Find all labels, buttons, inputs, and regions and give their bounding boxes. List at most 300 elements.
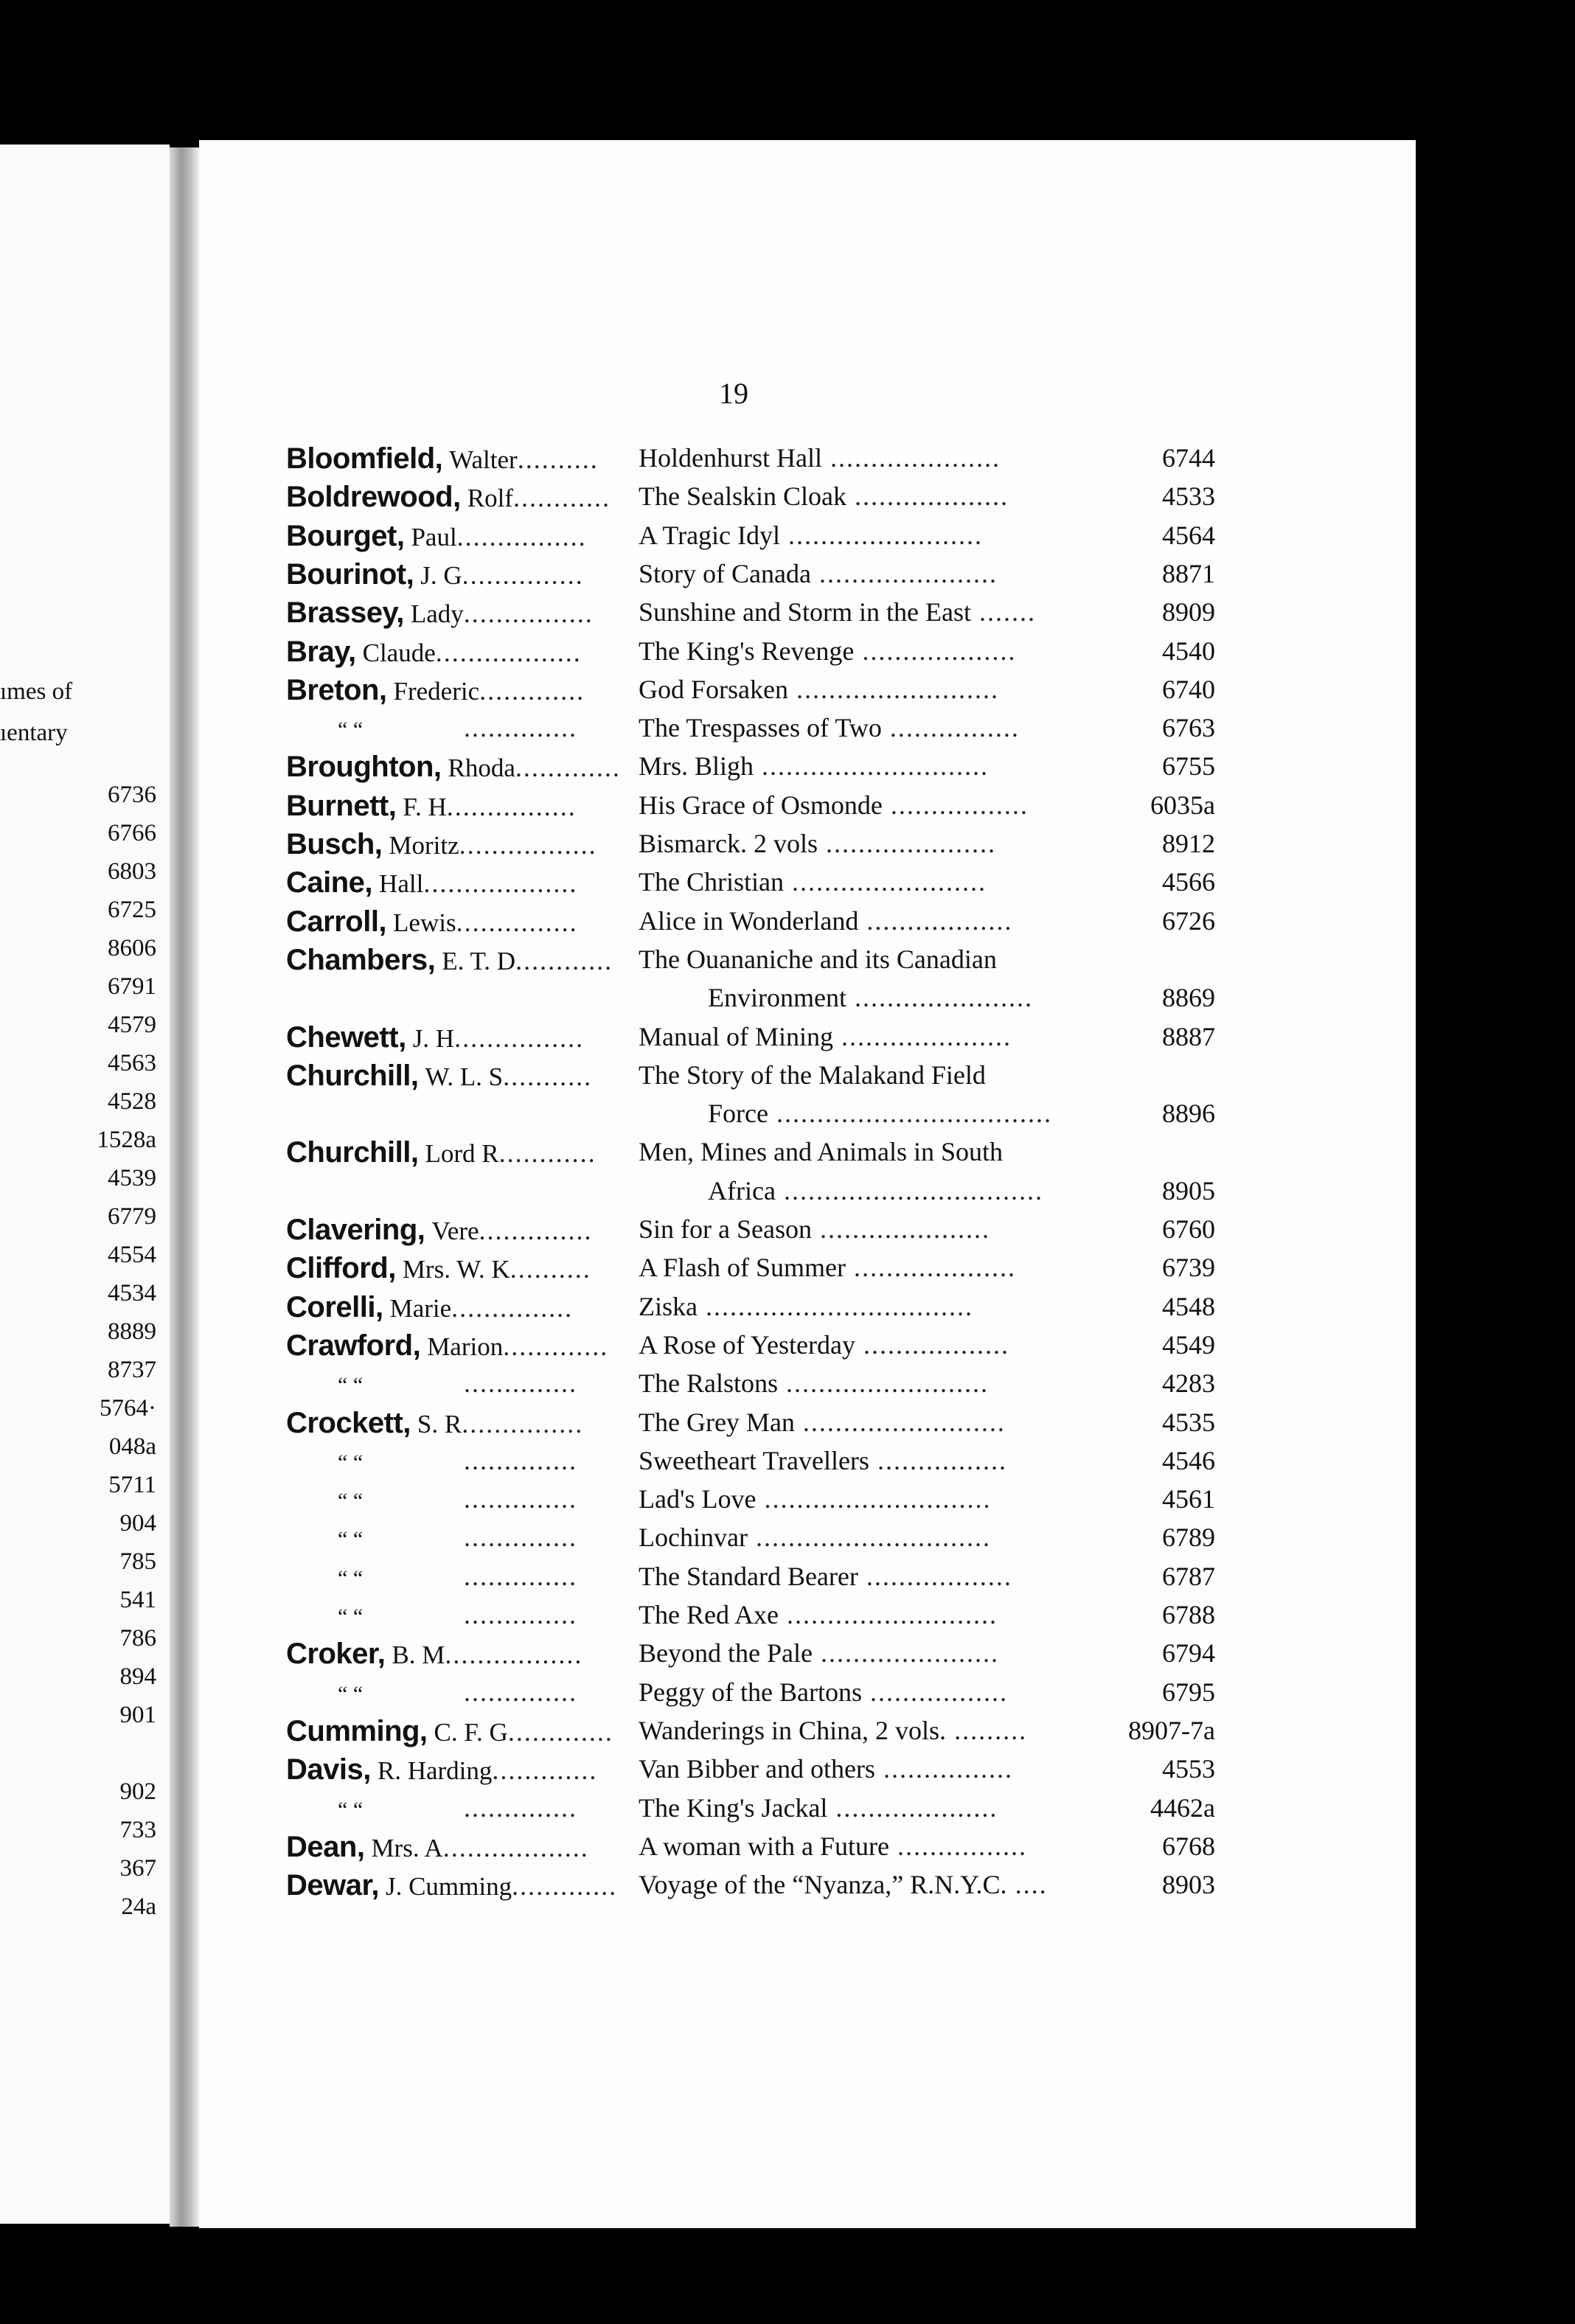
catalogue-entry — [199, 520, 1231, 558]
leader-dots: ............. — [479, 676, 585, 706]
author-given-name: F. H — [403, 793, 447, 821]
leader-dots: ................ — [869, 1446, 1007, 1475]
author-surname: Carroll, — [286, 905, 387, 938]
left-page-number: 8737 — [108, 1357, 156, 1383]
book-title-text: Voyage of the “Nyanza,” R.N.Y.C. — [639, 1870, 1007, 1899]
book-title — [639, 1599, 1088, 1630]
catalogue-entry — [199, 1214, 1231, 1252]
author-name — [286, 1291, 639, 1324]
author-name — [286, 636, 639, 669]
catalogue-entry — [199, 905, 1231, 944]
leader-dots: ................................ — [775, 1176, 1043, 1206]
left-page-number: 5711 — [108, 1472, 156, 1498]
book-title-text: The Grey Man — [639, 1408, 795, 1437]
book-title — [639, 944, 1088, 975]
author-name — [286, 1599, 639, 1630]
author-surname: Chewett, — [286, 1021, 406, 1054]
catalogue-entry — [199, 636, 1231, 674]
author-name — [286, 1445, 639, 1476]
author-given-name: Claude — [362, 639, 436, 667]
leader-dots: ................. — [882, 790, 1029, 820]
author-given-name: J. G — [420, 561, 462, 590]
book-title — [639, 1407, 1088, 1438]
ditto-mark: “ “ — [338, 1527, 364, 1551]
leader-dots: .............. — [456, 1562, 577, 1591]
catalogue-number: 4462a — [1150, 1793, 1215, 1823]
catalogue-entry — [199, 1753, 1231, 1792]
catalogue-number: 4549 — [1162, 1330, 1215, 1360]
book-title-text: The King's Revenge — [639, 636, 855, 666]
ditto-mark: “ “ — [338, 1682, 364, 1706]
author-surname: Busch, — [286, 828, 383, 860]
leader-dots: ............................. — [747, 1523, 991, 1552]
catalogue-number: 8871 — [1162, 559, 1215, 588]
author-surname: Dean, — [286, 1831, 365, 1863]
catalogue-entry — [199, 828, 1231, 866]
left-page-number: 6779 — [108, 1203, 156, 1230]
book-title — [639, 712, 1088, 743]
leader-dots: .................. — [442, 1833, 589, 1862]
catalogue-number: 6035a — [1150, 790, 1215, 820]
leader-dots: .................. — [858, 1562, 1012, 1591]
author-surname: Churchill, — [286, 1136, 419, 1169]
book-title — [639, 636, 1088, 667]
book-title-text: The Sealskin Cloak — [639, 481, 846, 511]
left-page-number: 6725 — [108, 897, 156, 923]
author-name — [286, 1136, 639, 1169]
author-name — [286, 1329, 639, 1363]
author-surname: Churchill, — [286, 1060, 419, 1092]
author-name — [286, 1368, 639, 1399]
book-title — [639, 674, 1088, 705]
catalogue-entry — [199, 1561, 1231, 1599]
author-given-name: Mrs. A — [371, 1834, 443, 1862]
author-name — [286, 1831, 639, 1864]
catalogue-number: 6755 — [1162, 751, 1215, 781]
page-number: 19 — [719, 377, 748, 410]
catalogue-number: 6740 — [1162, 675, 1215, 704]
catalogue-number: 6789 — [1162, 1523, 1215, 1552]
leader-dots: ..................... — [832, 1022, 1012, 1051]
author-given-name: Vere — [431, 1217, 479, 1245]
book-title-text: Holdenhurst Hall — [639, 443, 822, 473]
author-name — [286, 674, 639, 707]
author-given-name: J. H — [412, 1024, 455, 1053]
author-surname: Crockett, — [286, 1407, 411, 1439]
leader-dots: ....... — [970, 597, 1036, 627]
catalogue-entry — [199, 442, 1231, 481]
left-page-number: 4534 — [108, 1280, 156, 1307]
title-continuation — [708, 982, 1121, 1013]
catalogue-number: 8903 — [1162, 1870, 1215, 1899]
book-title — [639, 1869, 1088, 1900]
author-name — [286, 1561, 639, 1592]
leader-dots: .... — [1006, 1870, 1048, 1899]
leader-dots: ......................... — [777, 1368, 989, 1398]
left-page-header-line: ıentary — [0, 720, 68, 746]
catalogue-number: 4535 — [1162, 1408, 1215, 1437]
author-given-name: Rolf — [467, 484, 513, 512]
author-given-name: Marie — [389, 1294, 452, 1323]
book-title — [639, 866, 1088, 897]
catalogue-entry — [199, 1677, 1231, 1715]
leader-dots: ............................ — [756, 1484, 992, 1514]
catalogue-entry — [199, 1483, 1231, 1522]
book-title-text: Sunshine and Storm in the East — [639, 597, 971, 627]
book-title-text: Alice in Wonderland — [639, 906, 859, 936]
title-continuation-text: Africa — [708, 1176, 776, 1206]
author-given-name: Rhoda — [448, 754, 515, 782]
catalogue-entry — [199, 1869, 1231, 1907]
catalogue-entry — [199, 1329, 1231, 1368]
book-title-text: His Grace of Osmonde — [639, 790, 883, 820]
author-surname: Bloomfield, — [286, 442, 443, 475]
left-page-number: 902 — [119, 1778, 156, 1805]
catalogue-entry — [199, 1715, 1231, 1753]
author-surname: Caine, — [286, 866, 373, 899]
author-surname: Bourget, — [286, 520, 405, 552]
author-given-name: W. L. S — [425, 1062, 504, 1091]
leader-dots: ................. — [459, 830, 597, 860]
book-title-text: A woman with a Future — [639, 1831, 889, 1861]
leader-dots: ............... — [451, 1293, 574, 1323]
leader-dots: .............. — [456, 1677, 577, 1707]
catalogue-number: 6768 — [1162, 1831, 1215, 1861]
book-title — [639, 1638, 1088, 1669]
leader-dots: ............. — [492, 1756, 598, 1785]
catalogue-entry — [199, 1252, 1231, 1290]
author-surname: Breton, — [286, 674, 387, 706]
left-page-number: 894 — [119, 1663, 156, 1690]
left-page-number: 4539 — [108, 1165, 156, 1191]
catalogue-entry — [199, 1831, 1231, 1869]
leader-dots: ................... — [854, 636, 1017, 666]
author-surname: Bourinot, — [286, 558, 414, 591]
leader-dots: .................. — [435, 638, 582, 667]
author-name — [286, 1483, 639, 1514]
leader-dots: ........................ — [783, 867, 987, 897]
book-title-text: Ziska — [639, 1292, 698, 1321]
author-surname: Bray, — [286, 636, 356, 668]
author-surname: Crawford, — [286, 1329, 421, 1362]
book-title — [639, 1792, 1088, 1823]
book-title — [639, 1136, 1088, 1167]
author-name — [286, 1407, 639, 1440]
catalogue-entry — [199, 790, 1231, 828]
leader-dots: ......... — [946, 1716, 1028, 1745]
left-page-number: 4563 — [108, 1050, 156, 1076]
author-name — [286, 1677, 639, 1708]
left-page-number: 048a — [108, 1433, 156, 1460]
catalogue-number: 4283 — [1162, 1368, 1215, 1398]
leader-dots: .................... — [827, 1793, 998, 1823]
author-surname: Corelli, — [286, 1291, 383, 1323]
leader-dots: ................. — [861, 1677, 1008, 1707]
author-name — [286, 1021, 639, 1054]
author-surname: Burnett, — [286, 790, 397, 822]
leader-dots: ................ — [875, 1754, 1013, 1784]
leader-dots: ..................... — [821, 443, 1001, 473]
leader-dots: .............. — [456, 713, 577, 742]
book-title — [639, 1483, 1088, 1514]
book-title-text: Wanderings in China, 2 vols. — [639, 1716, 947, 1745]
book-title — [639, 1329, 1088, 1360]
leader-dots: ............... — [462, 1409, 584, 1438]
book-title-text: A Tragic Idyl — [639, 521, 781, 550]
left-page-number: 1528a — [97, 1127, 156, 1153]
catalogue-entry — [199, 944, 1231, 982]
ditto-mark: “ “ — [338, 1798, 364, 1822]
book-title — [639, 1445, 1088, 1476]
book-gutter — [170, 147, 199, 2227]
leader-dots: ................ — [463, 599, 594, 628]
catalogue-number: 4540 — [1162, 636, 1215, 666]
catalogue-number: 4533 — [1162, 481, 1215, 511]
leader-dots: ................ — [889, 1831, 1027, 1861]
catalogue-number: 6726 — [1162, 906, 1215, 936]
author-given-name: Marion — [427, 1332, 504, 1361]
book-title-text: Van Bibber and others — [639, 1754, 875, 1784]
author-name — [286, 712, 639, 743]
book-title-text: Mrs. Bligh — [639, 751, 754, 781]
left-page-number: 4579 — [108, 1012, 156, 1038]
book-title — [639, 1214, 1088, 1245]
author-given-name: C. F. G — [434, 1718, 508, 1747]
entry-title-continuation — [199, 982, 1231, 1020]
book-title-text: Bismarck. 2 vols — [639, 829, 818, 858]
book-title — [639, 520, 1088, 551]
left-page-number: 5764· — [100, 1395, 156, 1422]
author-given-name: Frederic — [393, 677, 480, 706]
book-title — [639, 1715, 1088, 1746]
catalogue-number: 6744 — [1162, 443, 1215, 473]
catalogue-number: 6739 — [1162, 1253, 1215, 1282]
book-title — [639, 1677, 1088, 1708]
book-title-text: The Christian — [639, 867, 784, 897]
book-title — [639, 1561, 1088, 1592]
book-title-text: The King's Jackal — [639, 1793, 828, 1823]
leader-dots: .......... — [517, 445, 599, 474]
author-name — [286, 596, 639, 630]
book-title-text: Manual of Mining — [639, 1022, 833, 1051]
book-title-text: The Standard Bearer — [639, 1562, 858, 1591]
book-title — [639, 1831, 1088, 1862]
leader-dots: .............. — [456, 1484, 577, 1514]
author-surname: Croker, — [286, 1638, 386, 1670]
leader-dots: .................. — [858, 906, 1013, 936]
left-page-number: 6736 — [108, 782, 156, 808]
author-surname: Chambers, — [286, 944, 436, 976]
book-title — [639, 596, 1088, 627]
left-page-number: 24a — [121, 1893, 156, 1920]
book-title — [639, 905, 1088, 936]
leader-dots: .............. — [456, 1368, 577, 1398]
catalogue-number: 4564 — [1162, 521, 1215, 550]
leader-dots: ............................ — [754, 751, 990, 781]
leader-dots: ............... — [462, 560, 584, 590]
catalogue-number: 8909 — [1162, 597, 1215, 627]
catalogue-entry — [199, 1136, 1231, 1175]
catalogue-number: 4561 — [1162, 1484, 1215, 1514]
catalogue-entry — [199, 596, 1231, 635]
author-surname: Boldrewood, — [286, 481, 461, 513]
leader-dots: ................ — [454, 1023, 585, 1053]
book-title-text: A Rose of Yesterday — [639, 1330, 855, 1360]
leader-dots: ................ — [446, 792, 577, 821]
author-name — [286, 1869, 639, 1902]
author-name — [286, 1060, 639, 1093]
leader-dots: .............. — [456, 1523, 577, 1552]
leader-dots: ........... — [503, 1062, 593, 1091]
book-title-text: The Trespasses of Two — [639, 713, 882, 742]
book-title-text: Peggy of the Bartons — [639, 1677, 862, 1707]
leader-dots: ..................... — [811, 1214, 990, 1244]
leader-dots: ...................... — [846, 983, 1033, 1012]
catalogue-entry — [199, 1368, 1231, 1406]
author-given-name: Lady — [410, 599, 464, 628]
leader-dots: ................... — [846, 481, 1009, 511]
left-page-number: 4528 — [108, 1088, 156, 1115]
left-page-number: 541 — [119, 1587, 156, 1613]
catalogue-number: 4546 — [1162, 1446, 1215, 1475]
author-name — [286, 1753, 639, 1787]
catalogue-number: 6760 — [1162, 1214, 1215, 1244]
leader-dots: .................................. — [768, 1099, 1052, 1128]
book-title-text: Lad's Love — [639, 1484, 757, 1514]
left-page-number: 6803 — [108, 858, 156, 885]
book-title-text: Lochinvar — [639, 1523, 748, 1552]
author-given-name: Walter — [449, 445, 518, 474]
author-name — [286, 751, 639, 784]
title-continuation — [708, 1175, 1121, 1206]
ditto-mark: “ “ — [338, 1373, 364, 1397]
left-page-header-line: ımes of — [0, 678, 73, 705]
book-title-text: The Red Axe — [639, 1600, 779, 1629]
catalogue-entry — [199, 1522, 1231, 1560]
book-title-text: A Flash of Summer — [639, 1253, 846, 1282]
catalogue-entry — [199, 1445, 1231, 1483]
book-title-text: The Ralstons — [639, 1368, 778, 1398]
catalogue-number: 4548 — [1162, 1292, 1215, 1321]
previous-page-fragment — [0, 145, 170, 2224]
author-name — [286, 944, 639, 977]
leader-dots: ..................... — [817, 829, 996, 858]
book-title-text: Beyond the Pale — [639, 1638, 813, 1668]
author-name — [286, 442, 639, 476]
catalogue-entry — [199, 674, 1231, 712]
catalogue-number: 8905 — [1162, 1176, 1215, 1206]
author-name — [286, 558, 639, 591]
book-title-text: Story of Canada — [639, 559, 811, 588]
catalogue-entry — [199, 1291, 1231, 1329]
catalogue-number: 8896 — [1162, 1099, 1215, 1128]
leader-dots: .............. — [456, 1793, 577, 1823]
author-name — [286, 1715, 639, 1748]
leader-dots: ...................... — [810, 559, 998, 588]
leader-dots: ............ — [498, 1138, 597, 1168]
catalogue-number: 6787 — [1162, 1562, 1215, 1591]
left-page-number: 901 — [119, 1702, 156, 1728]
author-given-name: E. T. D — [442, 947, 516, 975]
book-title — [639, 481, 1088, 512]
author-name — [286, 828, 639, 861]
left-page-number: 8606 — [108, 935, 156, 961]
author-name — [286, 1252, 639, 1285]
catalogue-number: 8912 — [1162, 829, 1215, 858]
leader-dots: ............. — [503, 1332, 609, 1361]
catalogue-number: 6795 — [1162, 1677, 1215, 1707]
leader-dots: ............... — [456, 908, 578, 937]
author-surname: Dewar, — [286, 1869, 379, 1902]
author-surname: Clifford, — [286, 1252, 396, 1284]
ditto-mark: “ “ — [338, 1489, 364, 1513]
author-given-name: Paul — [411, 523, 457, 552]
author-name — [286, 520, 639, 553]
left-page-number: 367 — [119, 1855, 156, 1882]
catalogue-entry — [199, 558, 1231, 596]
leader-dots: .................. — [855, 1330, 1009, 1360]
left-page-number: 733 — [119, 1817, 156, 1843]
catalogue-entry — [199, 751, 1231, 789]
title-continuation-text: Environment — [708, 983, 846, 1012]
leader-dots: ............ — [515, 946, 613, 975]
author-surname: Brassey, — [286, 596, 404, 629]
book-title-text: The Ouananiche and its Canadian — [639, 944, 997, 974]
book-title — [639, 442, 1088, 473]
book-title — [639, 1291, 1088, 1322]
author-name — [286, 481, 639, 514]
catalogue-entry — [199, 1792, 1231, 1831]
author-given-name: Mrs. W. K — [402, 1255, 510, 1284]
book-title — [639, 1021, 1088, 1052]
author-given-name: Lewis — [393, 908, 456, 937]
catalogue-entry — [199, 1599, 1231, 1638]
leader-dots: ................. — [445, 1640, 583, 1669]
leader-dots: .......................... — [778, 1600, 998, 1629]
catalogue-entry — [199, 712, 1231, 751]
author-given-name: B. M — [392, 1641, 445, 1669]
book-title-text: Men, Mines and Animals in South — [639, 1137, 1003, 1166]
book-title — [639, 751, 1088, 782]
book-title-text: Sin for a Season — [639, 1214, 812, 1244]
catalogue-number: 6788 — [1162, 1600, 1215, 1629]
leader-dots: ................ — [881, 713, 1020, 742]
author-given-name: Moritz — [389, 831, 459, 860]
leader-dots: ................................. — [697, 1292, 973, 1321]
title-continuation-text: Force — [708, 1099, 768, 1128]
author-given-name: S. R — [417, 1410, 462, 1438]
book-title — [639, 1522, 1088, 1553]
entry-title-continuation — [199, 1098, 1231, 1136]
author-name — [286, 1522, 639, 1553]
author-surname: Cumming, — [286, 1715, 428, 1747]
left-page-number: 4554 — [108, 1242, 156, 1268]
author-given-name: R. Harding — [377, 1756, 493, 1785]
book-title-text: God Forsaken — [639, 675, 788, 704]
book-title — [639, 1368, 1088, 1399]
catalogue-entry — [199, 1407, 1231, 1445]
entry-title-continuation — [199, 1175, 1231, 1214]
book-title-text: The Story of the Malakand Field — [639, 1060, 986, 1090]
ditto-mark: “ “ — [338, 1566, 364, 1590]
leader-dots: .............. — [479, 1216, 593, 1245]
catalogue-number: 8887 — [1162, 1022, 1215, 1051]
catalogue-number: 8907-7a — [1128, 1716, 1215, 1745]
catalogue-entry — [199, 481, 1231, 519]
book-title-text: Sweetheart Travellers — [639, 1446, 869, 1475]
book-title — [639, 828, 1088, 859]
left-page-number: 8889 — [108, 1318, 156, 1345]
